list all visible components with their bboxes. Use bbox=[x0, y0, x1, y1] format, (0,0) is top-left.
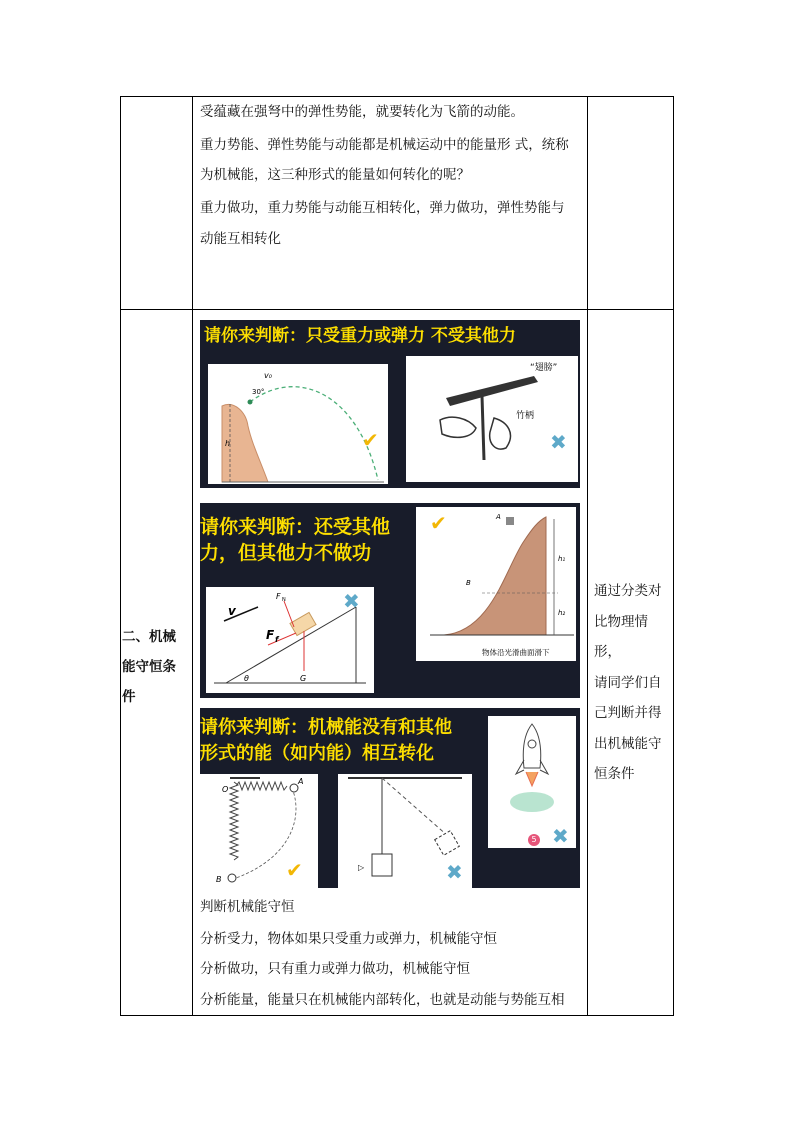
cross-icon-2: ✖ bbox=[343, 589, 360, 613]
slide2-title-line-1: 请你来判断：还受其他 bbox=[200, 516, 391, 538]
trajectory-arc bbox=[250, 387, 378, 480]
o-label: O bbox=[222, 785, 229, 794]
slide-gravity-only bbox=[200, 320, 580, 488]
b-label: B bbox=[466, 579, 471, 587]
slope-shape bbox=[444, 517, 546, 635]
table-col-divider-2 bbox=[587, 96, 588, 1016]
h-label: h bbox=[225, 439, 231, 448]
rocket-body bbox=[523, 724, 540, 768]
ff-label: F bbox=[266, 628, 275, 642]
toy-label: “翅膀” bbox=[530, 363, 558, 373]
bamboo-copter-diagram bbox=[406, 356, 578, 482]
fn-sub: N bbox=[282, 597, 286, 603]
v0-label: v₀ bbox=[264, 371, 272, 380]
right-hand bbox=[490, 418, 511, 449]
table-border-left bbox=[120, 96, 121, 1016]
row1-line-4: 重力做功，重力势能与动能互相转化，弹力做功，弹性势能与 bbox=[200, 200, 565, 216]
block-at-a bbox=[506, 517, 514, 525]
h1-label: h₁ bbox=[558, 555, 566, 563]
a-label-3: A bbox=[298, 777, 304, 786]
row1-line-1: 受蕴藏在强弩中的弹性势能，就要转化为飞箭的动能。 bbox=[200, 104, 524, 120]
pendulum-swing-block bbox=[435, 831, 460, 856]
horizontal-spring bbox=[236, 782, 287, 790]
curve-caption: 物体沿光滑曲面滑下 bbox=[482, 648, 550, 657]
exhaust-flame bbox=[526, 772, 538, 786]
table-border-top bbox=[120, 96, 674, 97]
table-col-divider-1 bbox=[192, 96, 193, 1016]
h2-label: h₂ bbox=[558, 609, 566, 617]
wing-shape bbox=[446, 376, 538, 406]
note-line-1: 通过分类对 bbox=[594, 583, 662, 599]
cross-icon: ✖ bbox=[550, 430, 567, 454]
cross-icon-3: ✖ bbox=[446, 860, 463, 884]
teaching-note bbox=[594, 576, 670, 790]
check-icon-2: ✔ bbox=[430, 511, 447, 535]
section-label-line-2: 能守恒条 bbox=[122, 659, 176, 675]
slide-no-energy-conversion bbox=[200, 708, 580, 888]
note-line-2: 比物理情形， bbox=[594, 613, 648, 660]
normal-force-arrow bbox=[284, 601, 294, 627]
handle-label: 竹柄 bbox=[516, 411, 535, 421]
conclusion-line-4: 分析能量，能量只在机械能内部转化，也就是动能与势能互相 bbox=[200, 992, 565, 1008]
table-border-right bbox=[673, 96, 674, 1016]
left-hand bbox=[440, 417, 476, 437]
ball-a bbox=[290, 784, 298, 792]
vertical-spring bbox=[230, 782, 238, 860]
b-label-3: B bbox=[216, 875, 222, 884]
a-label: A bbox=[496, 513, 501, 521]
check-icon: ✔ bbox=[362, 428, 379, 452]
slide-other-forces-no-work bbox=[200, 503, 580, 698]
bamboo-copter-svg bbox=[406, 356, 578, 482]
projectile-svg bbox=[208, 364, 388, 484]
pendulum-swing-string bbox=[382, 778, 448, 836]
fn-label: F bbox=[276, 592, 281, 601]
note-line-6: 恒条件 bbox=[594, 766, 635, 782]
section-label-line-1: 二、机械 bbox=[122, 629, 176, 645]
section-label-line-3: 件 bbox=[122, 689, 136, 705]
slide1-title: 请你来判断：只受重力或弹力 不受其他力 bbox=[204, 326, 516, 346]
stick-line bbox=[482, 396, 484, 460]
ball bbox=[248, 400, 253, 405]
row1-line-2: 重力势能、弹性势能与动能都是机械运动中的能量形 式，统称 bbox=[200, 137, 569, 153]
row1-line-5: 动能互相转化 bbox=[200, 231, 281, 247]
conclusion-line-2: 分析受力，物体如果只受重力或弹力，机械能守恒 bbox=[200, 931, 497, 947]
pendulum-arrow-icon: ▷ bbox=[358, 863, 365, 872]
slide2-title-line-2: 力，但其他力不做功 bbox=[200, 542, 372, 564]
slide3-title-line-1: 请你来判断：机械能没有和其他 bbox=[200, 717, 452, 738]
pendulum-rest-block bbox=[372, 854, 392, 876]
ff-sub: f bbox=[275, 635, 279, 644]
exhaust-cloud bbox=[510, 792, 554, 812]
conclusion-line-3: 分析做功，只有重力或弹力做功，机械能守恒 bbox=[200, 961, 470, 977]
note-line-4: 己判断并得 bbox=[594, 705, 662, 721]
projectile-diagram bbox=[208, 364, 388, 484]
angle-label: 30° bbox=[252, 388, 265, 396]
cross-icon-4: ✖ bbox=[552, 824, 569, 848]
conclusion-line-1: 判断机械能守恒 bbox=[200, 899, 295, 915]
slide3-title-line-2: 形式的能（如内能）相互转化 bbox=[200, 743, 434, 764]
note-line-3: 请同学们自 bbox=[594, 674, 662, 691]
slide-badge: 5 bbox=[528, 834, 540, 846]
section-label bbox=[122, 622, 188, 712]
check-icon-3: ✔ bbox=[286, 858, 303, 882]
g-label: G bbox=[300, 674, 307, 683]
table-row-divider bbox=[120, 309, 674, 310]
table-border-bottom bbox=[120, 1015, 674, 1016]
ball-b bbox=[228, 874, 236, 882]
row1-line-3: 为机械能，这三种形式的能量如何转化的呢？ bbox=[200, 167, 470, 183]
note-line-5: 出机械能守 bbox=[594, 735, 662, 752]
v-label: v bbox=[228, 604, 236, 618]
theta-label: θ bbox=[244, 674, 249, 683]
